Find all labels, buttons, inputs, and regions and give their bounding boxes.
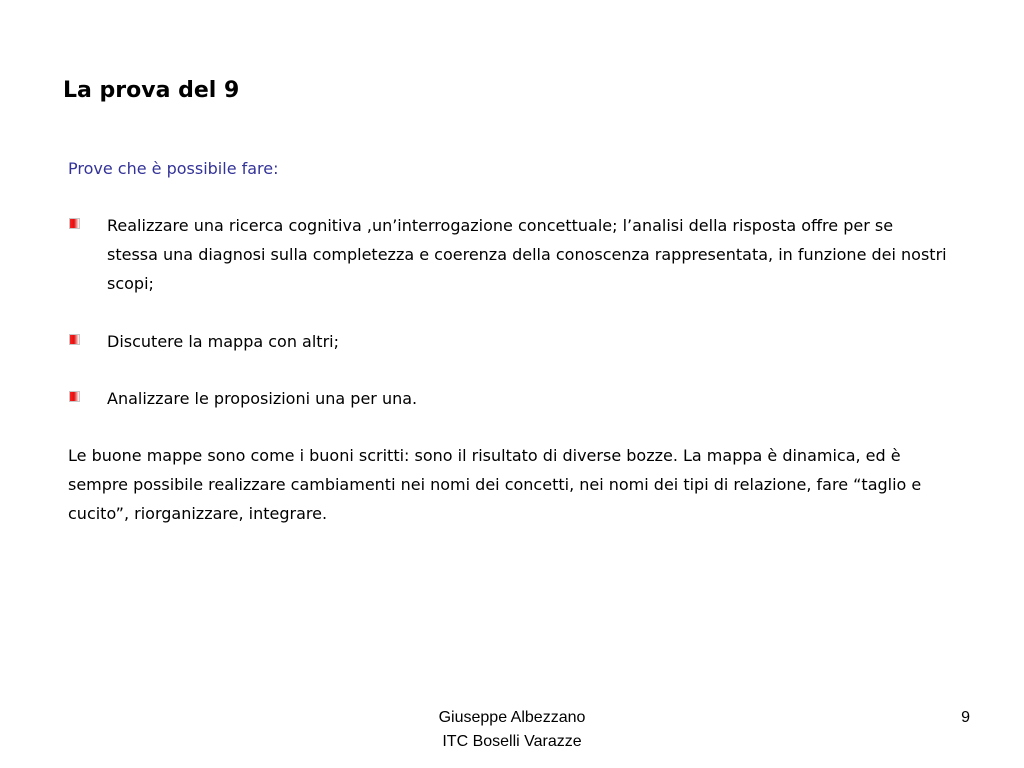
bullet-icon — [69, 391, 80, 402]
bullet-icon — [69, 334, 80, 345]
footer — [362, 706, 662, 754]
slide-title: La prova del 9 — [63, 78, 240, 103]
footer-school: ITC Boselli Varazze — [442, 733, 582, 750]
body-paragraph: Le buone mappe sono come i buoni scritti: sono il risultato di diverse bozze. La mappa è dinamica, ed è sempre possibile realizzare cambiamenti nei nomi dei concetti, nei nomi dei tipi di relazione, fare “taglio e cucito”, riorganizzare, integrare. — [68, 446, 922, 523]
page-number: 9 — [961, 709, 970, 726]
list-item — [69, 384, 949, 413]
intro-text: Prove che è possibile fare: — [68, 159, 279, 178]
footer-author: Giuseppe Albezzano — [438, 709, 586, 726]
bullet-text: Analizzare le proposizioni una per una. — [107, 389, 418, 408]
bullet-text: Realizzare una ricerca cognitiva ,un’interrogazione concettuale; l’analisi della risposta offre per se stessa una diagnosi sulla completezza e coerenza della conoscenza rappresentata, in funzione dei nostri scopi; — [107, 216, 947, 293]
bullet-text: Discutere la mappa con altri; — [107, 332, 339, 351]
list-item — [69, 211, 949, 298]
bullet-icon — [69, 218, 80, 229]
list-item — [69, 327, 949, 356]
